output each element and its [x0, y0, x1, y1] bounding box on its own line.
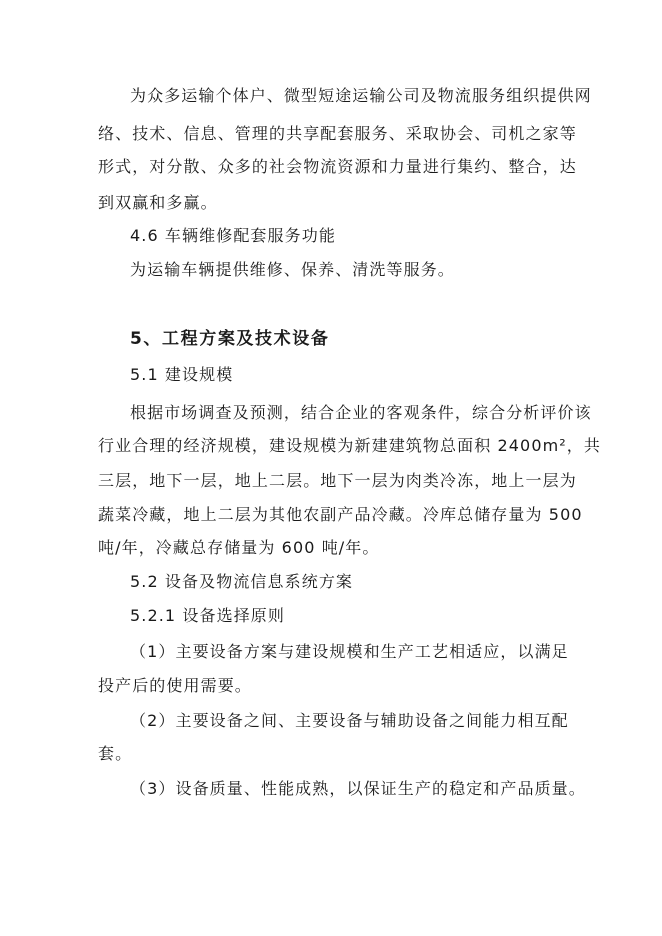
list-item: （3）设备质量、性能成熟，以保证生产的稳定和产品质量。 — [130, 779, 586, 798]
list-item-continuation: 投产后的使用需要。 — [98, 676, 252, 695]
paragraph-line: 行业合理的经济规模，建设规模为新建建筑物总面积 2400m²，共 — [98, 436, 602, 455]
list-item-continuation: 套。 — [98, 744, 133, 763]
section-heading-5-2-1: 5.2.1 设备选择原则 — [130, 606, 285, 625]
paragraph-line: 到双赢和多赢。 — [98, 193, 218, 212]
paragraph-line: 形式，对分散、众多的社会物流资源和力量进行集约、整合，达 — [98, 157, 577, 176]
paragraph-line: 为运输车辆提供维修、保养、清洗等服务。 — [130, 260, 455, 279]
paragraph-line: 蔬菜冷藏，地上二层为其他农副产品冷藏。冷库总储存量为 500 — [98, 505, 583, 524]
paragraph-line: 吨/年，冷藏总存储量为 600 吨/年。 — [98, 538, 380, 557]
section-heading-5: 5、工程方案及技术设备 — [130, 329, 330, 349]
list-item: （1）主要设备方案与建设规模和生产工艺相适应，以满足 — [130, 642, 569, 661]
list-item: （2）主要设备之间、主要设备与辅助设备之间能力相互配 — [130, 711, 569, 730]
paragraph-line: 络、技术、信息、管理的共享配套服务、采取协会、司机之家等 — [98, 124, 577, 143]
paragraph-line: 为众多运输个体户、微型短途运输公司及物流服务组织提供网 — [130, 86, 592, 105]
section-heading-4-6: 4.6 车辆维修配套服务功能 — [130, 226, 336, 245]
paragraph-line: 根据市场调查及预测，结合企业的客观条件，综合分析评价该 — [130, 403, 592, 422]
section-heading-5-2: 5.2 设备及物流信息系统方案 — [130, 572, 354, 591]
paragraph-line: 三层，地下一层，地上二层。地下一层为肉类冷冻，地上一层为 — [98, 471, 577, 490]
section-heading-5-1: 5.1 建设规模 — [130, 365, 234, 384]
